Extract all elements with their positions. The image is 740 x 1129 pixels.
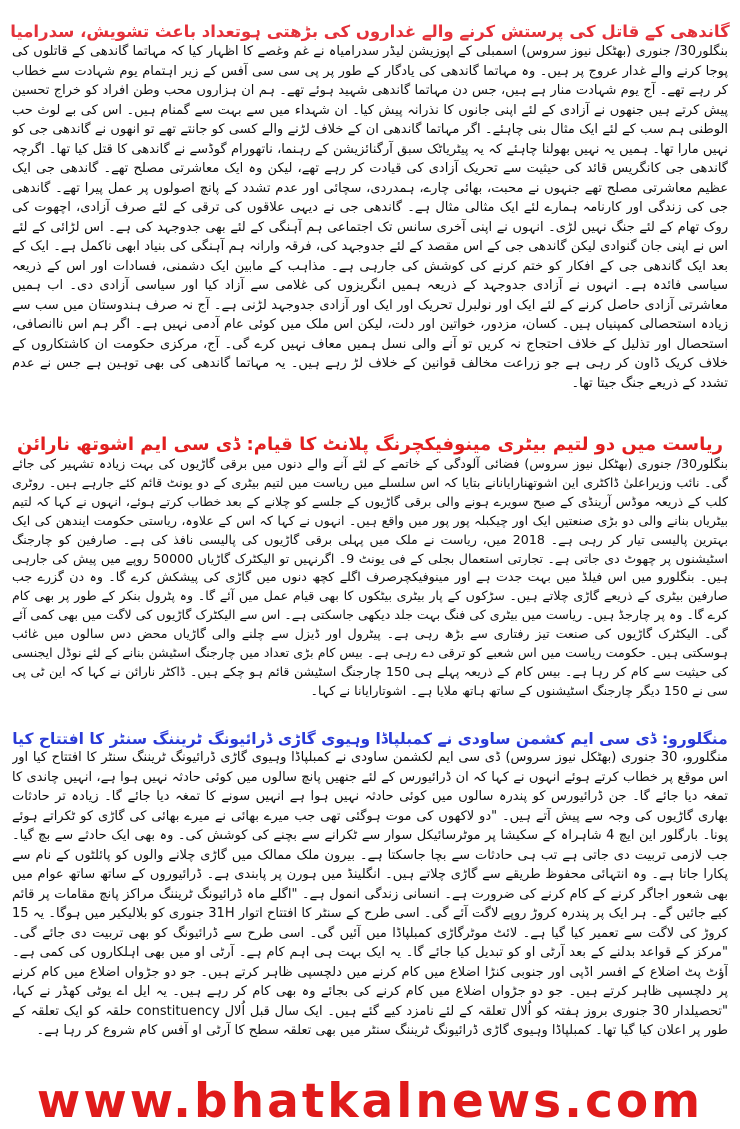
article-2-text: بنگلور30/ جنوری (بھٹکل نیوز سروس) فضائی آلودگی کے خاتمے کے لئے آنے والے دنوں میں برقی گاڑیوں کی بہت زیادہ تشہیر کی جائے گی۔ نائب وزیراعلیٰ ڈاکٹری این اشوتھنارایانانے بتایا کہ اس سلسلے میں ریاست میں لتیم بیٹری کے دو یونٹ قائم کئے جارہے ہیں۔ روٹری کلب کے ذریعہ موڈس آرینڈی کے صبح سویرے ہونے والی برقی گاڑیوں کے جلسے کو چلانے کے بعد خطاب کرتے ہوئے، انہوں نے کہا کہ لتیم بیٹریاں بنانے والی دو بڑی صنعتیں ایک اور چیکبلہ پور پور میں واقع ہیں۔ انہوں نے کہا کہ اس کے علاوہ، ریاستی حکومت ایندھن کی ایک بہترین پالیسی تیار کر رہی ہے۔ 2018 میں، ریاست نے ملک میں پہلی برقی گاڑیوں کی پالیسی نافذ کی ہے۔ صارفین کو چارجنگ اسٹیشنوں پر چھوٹ دی جاتی ہے۔ تجارتی استعمال بجلی کے فی یونٹ 9۔ اگرنہیں تو الیکٹرک گاڑیاں 50000 روپے میں پیش کی جارہی ہیں۔ بنگلورو میں اس فیلڈ میں بہت جدت ہے اور مینوفیکچرصرف اگلے کچھ دنوں میں گاڑی کی پیشکش کرے گا۔ وہ دن گزرے جب صارفین بیٹری کے ذریعے گاڑی چلاتے ہیں۔ سڑکوں کے پار بیٹری بیٹکوں کا بھی قیام عمل میں آئے گا۔ وہ پٹرول بنکر کے طور پر بھی کام کرے گا۔ وہ پر چارجڈ ہیں۔ ریاست میں بیٹری کی فنگ بہت جلد دیکھی جاسکتی ہے۔ اس سے الیکٹرک گاڑیوں کی لاگت میں بھی کمی آئے گی۔ الیکٹرک گاڑیوں کی صنعت تیز رفتاری سے بڑھ رہی ہے۔ پیٹرول اور ڈیزل سے چلنے والی گاڑیاں محض دس سالوں میں غائب ہوسکتی ہیں۔ حکومت ریاست میں اس شعبے کو ترقی دے رہی ہے۔ بیس کام بڑی تعداد میں چارجنگ اسٹیشن بنانے کے لئے نوڈل ایجنسی کی حیثیت سے کام کر رہا ہے۔ بیس کام کے ذریعہ پہلے ہی 150 چارجنگ اسٹیشن قائم ہو چکے ہیں۔ ڈاکٹر نارائن نے کہا کہ این ٹی پی سی نے 150 دیگر چارجنگ اسٹیشنوں کے ساتھ ہاتھ ملایا ہے۔ اشوتارایانا نے کہا۔ xyxy=(12,456,728,698)
article-2-headline: ریاست میں دو لتیم بیٹری مینوفیکچرنگ پلانٹ کا قیام: ڈی سی ایم اشوتھ نارائن xyxy=(17,433,723,455)
article-1-text: بنگلور30/ جنوری (بھٹکل نیوز سروس) اسمبلی کے اپوزیشن لیڈر سدرامیاہ نے غم وغصے کا اظہار کیا کہ مہاتما گاندھی کے قاتلوں کی پوجا کرنے والے غدار عروج پر ہیں۔ وہ مہاتما گاندھی کی یادگار کے طور پر پی سی سی آفس کے زیر اہتمام یوم شہادت سے خطاب کر رہے تھے۔ آج یوم شہادت منار ہے ہیں، جس دن مہاتما گاندھی شہید ہوئے تھے۔ ہم ان ہزاروں محب وطن افراد کو خراج تحسین پیش کرتے ہیں جنھوں نے آزادی کے لئے اپنی جانوں کا نذرانہ پیش کیا۔ ان شہداء میں سے بہت سے گمنام ہیں۔ اس کی بے لوث حب الوطنی ہم سب کے لئے ایک مثال بنی چاہئے۔ اگر مہاتما گاندھی ان کے خلاف لڑنے والے کسی کو جانتے تھے تو انھوں نے گاندھی جی کو نہیں مارا تھا۔ ہمیں یہ نہیں بھولنا چاہئے کہ یہ پیٹریاٹک سبق آرگنائزیشن کے رہنما، ناتھورام گوڈسے نے گاندھی کا قتل کیا تھا۔ اگرچہ گاندھی جی کانگریس قائد کی حیثیت سے تحریک آزادی کی قیادت کر رہے تھے، لیکن وہ ایک معاشرتی مصلح تھے۔ گاندھی جی ایک عظیم معاشرتی مصلح تھے جنہوں نے محبت، بھائی چارے، ہمدردی، سچائی اور عدم تشدد کے پانچ اصولوں پر عمل پیرا تھے۔ گاندھی جی کی زندگی اور کارنامہ ہمارے لئے ایک مثالی مثال ہے۔ گاندھی جی نے دیہی علاقوں کی ترقی کے لئے صرف آزادی، اچھوت کی روک تھام کے لئے جنگ نہیں لڑی۔ انہوں نے اپنی آخری سانس تک اجتماعی ہم آہنگی کے لئے بھی جدوجہد کی ہے۔ اس لڑائی کے لئے اس نے اپنی جان گنوادی لیکن گاندھی جی کے اس مقصد کے لئے جدوجہد کی، فرقہ وارانہ ہم آہنگی کی بنیاد ابھی ناکمل ہے۔ ایک کے بعد ایک گاندھی جی کے افکار کو ختم کرنے کی کوشش کی جارہی ہے۔ مذاہب کے مابین ایک دشمنی، فسادات اور اس کے ذریعہ سیاسی فائدہ ہے۔ انہوں نے آزادی جدوجہد کے ذریعہ ہمیں انگریزوں کی غلامی سے آزاد کیا اور سیاسی آزادی دی۔ اب ہمیں معاشرتی آزادی حاصل کرنے کے لئے ایک اور نولبرل تحریک اور ایک اور آزادی جدوجہد لڑنی ہے۔ آج نہ صرف ہندوستان میں سب سے زیادہ استحصالی کمپنیاں ہیں۔ کسان، مزدور، خواتین اور دلت، لیکن اس ملک میں کوئی عام آدمی نہیں ہے۔ اگر ہم اس ناانصافی، استحصال اور تذلیل کے خلاف احتجاج نہ کریں تو آنے والی نسل ہمیں معاف نہیں کرے گی۔ آج، مرکزی حکومت ان کاشتکاروں کے خلاف کریک ڈاون کر رہی ہے جو زراعت مخالف قوانین کے خلاف لڑ رہے ہیں۔ یہ مہاتما گاندھی کی بھی توہین ہے جس نے عدم تشدد کے ذریعے جنگ جیتا تھا۔ xyxy=(12,44,728,391)
website-footer: www.bhatkalnews.com xyxy=(36,1074,704,1129)
article-1-body xyxy=(12,42,728,402)
article-2-body xyxy=(12,455,728,703)
article-3-headline: منگلورو: ڈی سی ایم کشمن ساودی نے کمبلپاڈا وہیوی گاڑی ڈرائیونگ ٹریننگ سنٹر کا افتتاح کیا xyxy=(12,729,728,748)
article-3-text: منگلورو، 30 جنوری (بھٹکل نیوز سروس) ڈی سی ایم لکشمن ساودی نے کمبلپاڈا وہیوی گاڑی ڈرائیونگ ٹریننگ سنٹر کا افتتاح کیا اور اس موقع پر خطاب کرتے ہوئے انہوں نے کہا کہ ان ڈرائیورس کے لئے جنھیں پانچ سالوں میں کوئی حادثہ نہیں ہوا ہے، انہیں چاندی کا تمغہ دیا جائے گا۔ جن ڈرائیورس کو پندرہ سالوں میں کوئی حادثہ نہیں ہوا ہے انہیں سونے کا تمغہ دیا جائے گا۔ زیادہ تر حادثات بھاری گاڑیوں کی وجہ سے پیش آتے ہیں۔ "دو لاکھوں کی موت ہوگئی تھی جب میرے بھائی نے میرے بھائی کی گاڑی کو ٹکراتے ہوئے پونا۔ بارگلور این ایچ 4 شاہراہ کے سکیشا پر موٹرسائیکل سوار سے ٹکرانے سے بچنے کی کوشش کی۔ وہ بھی ایک حادثے سے بچ گیا۔ جب لازمی تربیت دی جاتی ہے تب ہی حادثات سے بچا جاسکتا ہے۔ بیرون ملک ممالک میں گاڑی چلانے والوں کو پائلٹوں کے نام سے پکارا جاتا ہے۔ وہ انتہائی محفوظ طریقے سے گاڑی چلاتے ہیں۔ انگلینڈ میں ہورن پر پابندی ہے۔ ڈرائیوروں کے ساتھ ساتھ عوام میں بھی شعور اجاگر کرنے کے کام کرنے کی ضرورت ہے۔ انسانی زندگی انمول ہے۔ "اگلے ماہ ڈرائیونگ ٹریننگ مراکز پانچ مقامات پر قائم کیے جائیں گے۔ ہر ایک پر پندرہ کروڑ روپے لاگت آئے گی۔ اسی طرح کے سنٹر کا افتتاح اتوار 31H جنوری کو بلالیکیر میں ہوگا۔ یہ 15 کروڑ کی لاگت سے تعمیر کیا گیا ہے۔ لائٹ موٹرگاڑی کمبلپاڈا میں آئیں گی۔ اسی طرح سے ڈرائیونگ کو بھی تربیت دی جائے گی۔ "مرکز کے قواعد بدلنے کے بعد آرٹی او کو تبدیل کیا جائے گا۔ یہ ایک بہت ہی اہم کام ہے۔ آرٹی او میں بھی اہلکاروں کی کمی ہے۔ آؤٹ پٹ اضلاع کے افسر اڈپی اور جنوبی کنڑا اضلاع میں کام کرنے میں دلچسپی ظاہر کرتے ہیں۔ جو دو جڑواں اضلاع میں کام کرنے پر دلچسپی ظاہر کرتے ہیں۔ جو دو جڑواں اضلاع میں کام کرنے کی بجائے وہ بھی کام کر رہے ہیں۔ یہ ایل اے یوٹی کھڈر نے کہا، "تحصیلدار 30 جنوری بروز ہفتہ کو اُلال تعلقہ کے لئے نامزد کیے گئے ہیں۔ ایک سال قبل اُلال constituency حلقہ کو ایک تعلقہ کے طور پر اعلان کیا گیا تھا۔ کمبلپاڈا وہیوی گاڑی ڈرائیونگ ٹریننگ سنٹر میں بھی تعلقہ سطح کا آرٹی او آفس کام شروع کر رہا ہے۔ xyxy=(12,750,728,1038)
article-1-headline: گاندھی کے قاتل کی پرستش کرنے والے غداروں کی بڑھتی ہوتعداد باعث تشویش، سدرامیا xyxy=(10,22,730,42)
article-3-body xyxy=(12,748,728,1074)
